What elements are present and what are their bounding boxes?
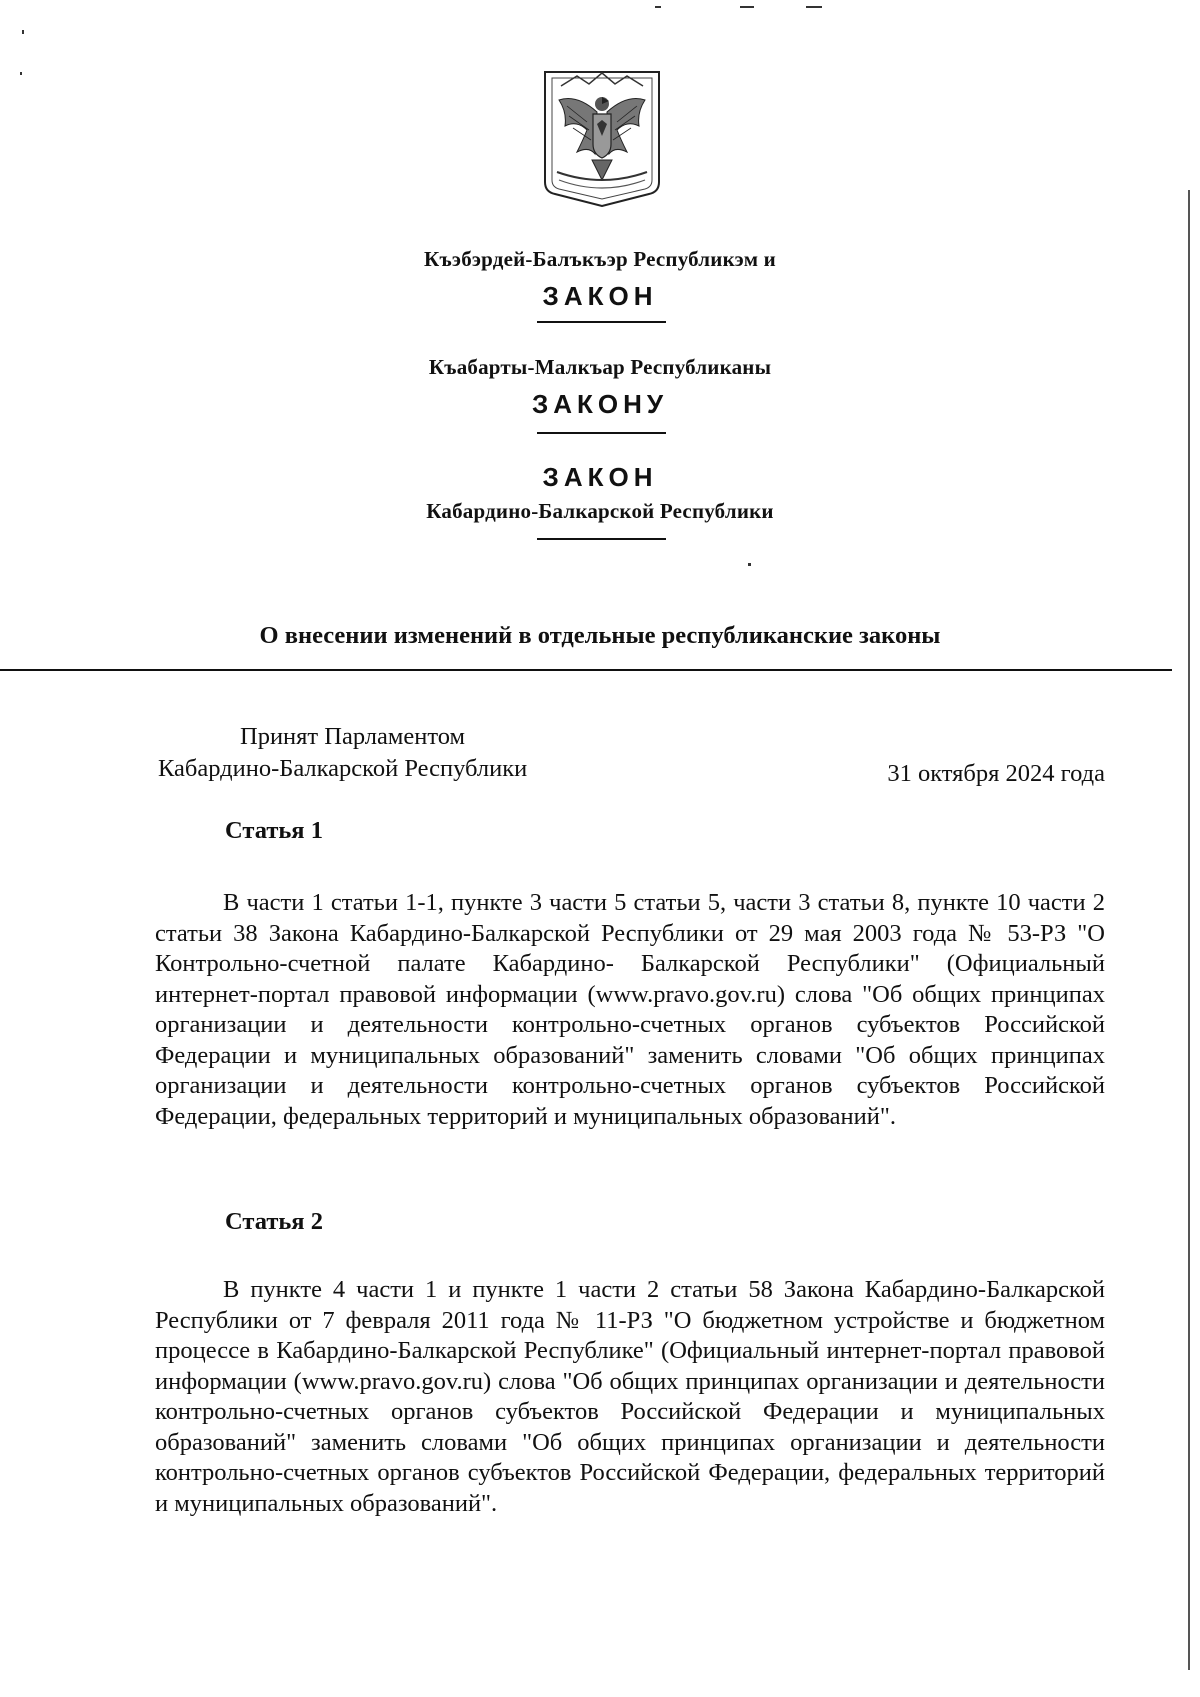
- header-kabardian-line: Къэбэрдей-Балъкъэр Республикэм и: [424, 247, 776, 271]
- scan-speck: [740, 6, 754, 8]
- scan-speck: [20, 72, 22, 75]
- coat-of-arms-emblem: [537, 64, 667, 207]
- header-kabardian-law: ЗАКОН: [542, 281, 658, 311]
- article-1-heading: Статья 1: [225, 817, 323, 844]
- scan-speck: [22, 30, 24, 34]
- adoption-line-1: Принят Парламентом: [240, 723, 466, 750]
- header-divider: [537, 321, 666, 323]
- header-divider: [537, 432, 666, 434]
- title-divider: [0, 669, 1172, 671]
- adoption-date: 31 октября 2024 года: [887, 760, 1105, 787]
- document-title: О внесении изменений в отдельные республиканские законы: [259, 622, 941, 649]
- header-balkar-line: Къабарты-Малкъар Республиканы: [428, 355, 772, 379]
- header-russian-line: Кабардино-Балкарской Республики: [426, 499, 774, 523]
- header-divider: [537, 538, 666, 540]
- article-2-heading: Статья 2: [225, 1208, 323, 1235]
- scan-edge-line: [1188, 190, 1190, 1670]
- scan-speck: [806, 6, 822, 8]
- header-russian-law: ЗАКОН: [542, 462, 658, 492]
- article-1-text: В части 1 статьи 1-1, пункте 3 части 5 статьи 5, части 3 статьи 8, пункте 10 части 2 статьи 38 Закона Кабардино-Балкарской Республики от 29 мая 2003 года № 53-РЗ "О Контрольно-счетной палате Кабардино- Балкарской Республики" (Официальный интернет-портал правовой информации (www.pravo.gov.ru) слова "Об общих принципах организации и деятельности контрольно-счетных органов субъектов Российской Федерации и муниципальных образований" заменить словами "Об общих принципах организации и деятельности контрольно-счетных органов субъектов Российской Федерации, федеральных территорий и муниципальных образований".: [155, 889, 1105, 1130]
- scan-speck: [748, 563, 751, 566]
- header-balkar-law: ЗАКОНУ: [531, 389, 669, 419]
- scan-speck: [655, 6, 661, 8]
- adoption-line-2: Кабардино-Балкарской Республики: [158, 755, 528, 782]
- article-2-text: В пункте 4 части 1 и пункте 1 части 2 статьи 58 Закона Кабардино-Балкарской Республики от 7 февраля 2011 года № 11-РЗ "О бюджетном устройстве и бюджетном процессе в Кабардино-Балкарской Республике" (Официальный интернет-портал правовой информации (www.pravo.gov.ru) слова "Об общих принципах организации и деятельности контрольно-счетных органов субъектов Российской Федерации и муниципальных образований" заменить словами "Об общих принципах организации и деятельности контрольно-счетных органов субъектов Российской Федерации, федеральных территорий и муниципальных образований".: [155, 1276, 1105, 1517]
